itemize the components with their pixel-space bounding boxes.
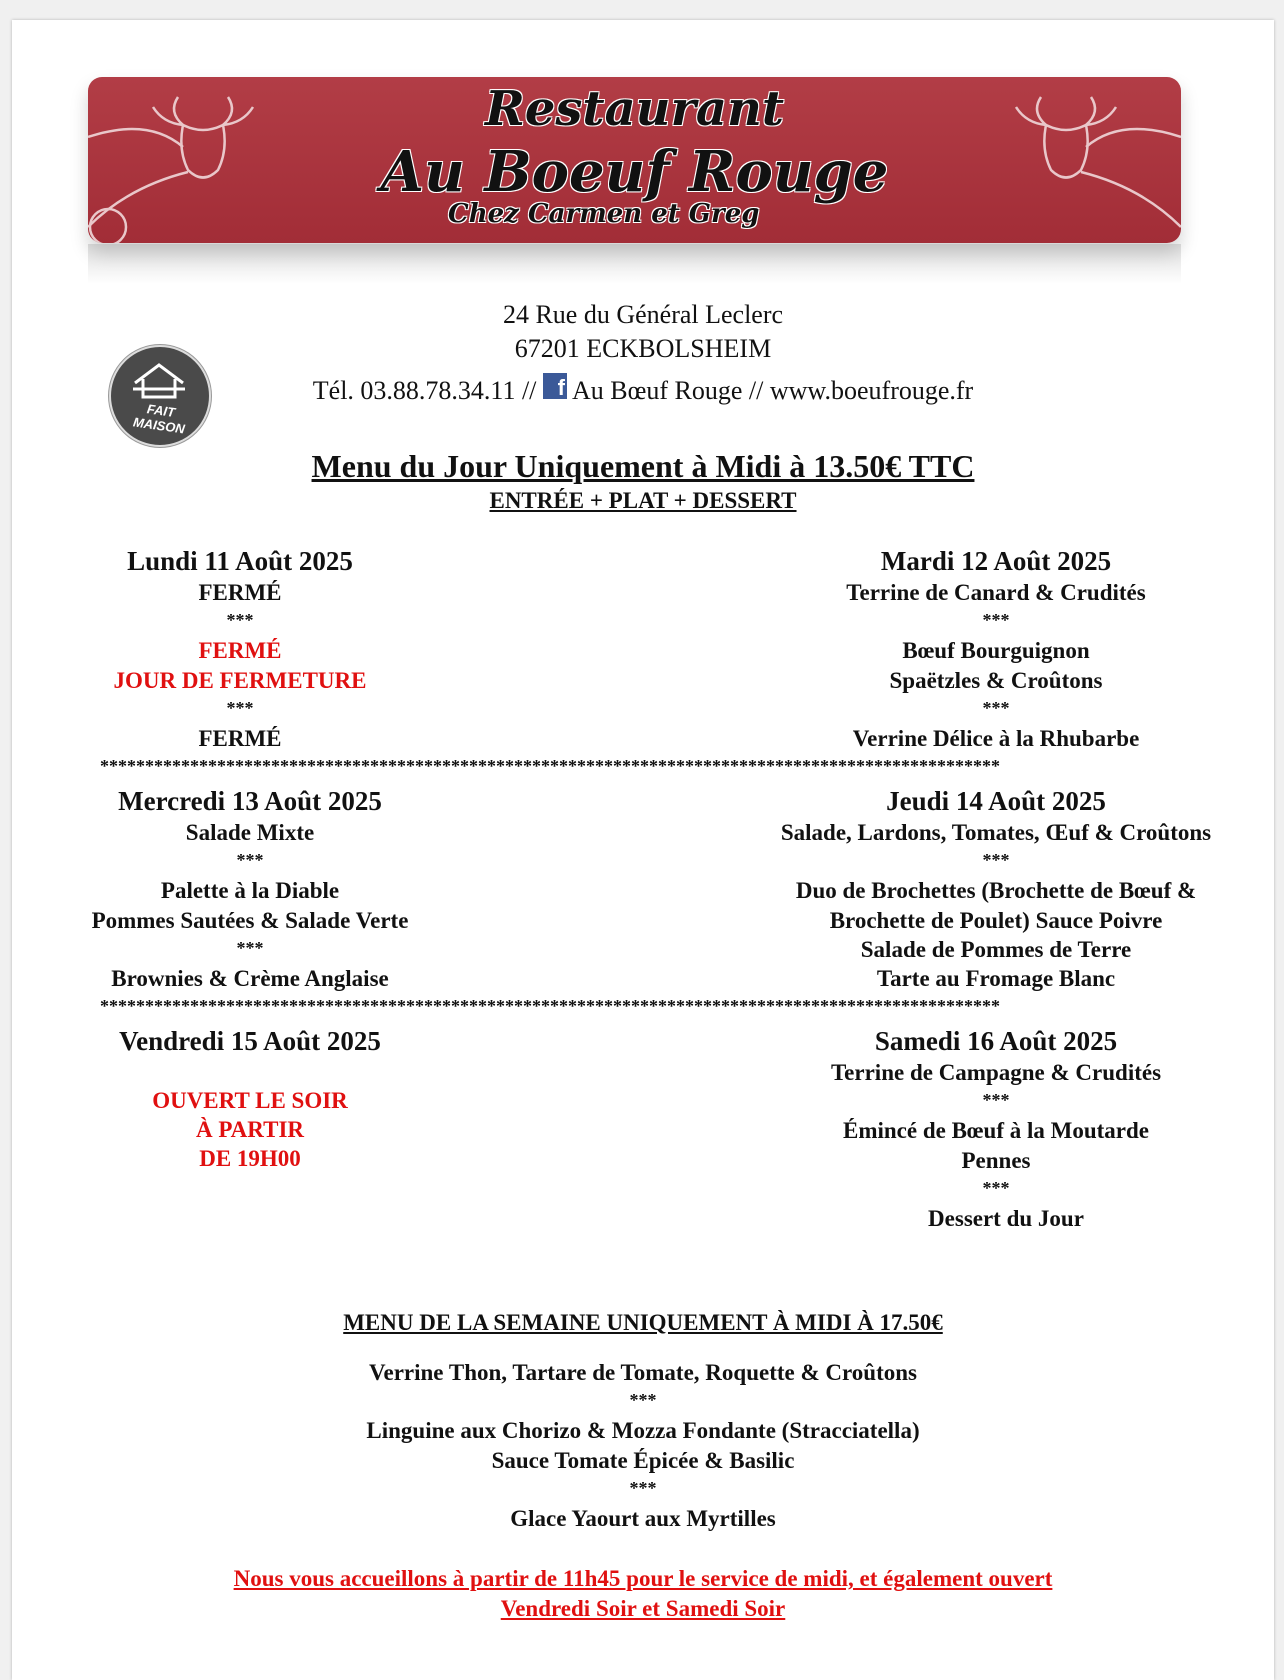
menu-semaine-line2: Linguine aux Chorizo & Mozza Fondante (Stracciatella) bbox=[366, 1418, 920, 1443]
day-vendredi-date: Vendredi 15 Août 2025 bbox=[119, 1026, 381, 1056]
day-mercredi-sep1: *** bbox=[236, 850, 264, 870]
phone-text: Tél. 03.88.78.34.11 // bbox=[312, 376, 537, 405]
day-jeudi-line5: Tarte au Fromage Blanc bbox=[876, 966, 1116, 991]
fait-maison-label: FAIT MAISON bbox=[132, 401, 186, 437]
day-samedi-line2: Émincé de Bœuf à la Moutarde bbox=[842, 1118, 1149, 1143]
day-mercredi-sep2: *** bbox=[236, 938, 264, 958]
menu-page bbox=[12, 20, 1274, 1680]
banner-title-name: Au Boeuf Rouge bbox=[380, 139, 889, 205]
day-samedi-line3: Pennes bbox=[961, 1148, 1031, 1173]
house-icon bbox=[129, 361, 189, 401]
day-lundi-sep1: *** bbox=[226, 610, 254, 630]
day-samedi-sep1: *** bbox=[982, 1090, 1010, 1110]
day-mercredi-line3: Pommes Sautées & Salade Verte bbox=[91, 908, 409, 933]
day-jeudi-date: Jeudi 14 Août 2025 bbox=[886, 786, 1106, 816]
menu-semaine-line4: Glace Yaourt aux Myrtilles bbox=[510, 1506, 776, 1531]
menu-semaine-title: MENU DE LA SEMAINE UNIQUEMENT À MIDI À 17.50€ bbox=[343, 1310, 943, 1335]
day-mardi-date: Mardi 12 Août 2025 bbox=[880, 546, 1112, 576]
address-city: 67201 ECKBOLSHEIM bbox=[514, 334, 772, 363]
day-mardi-sep2: *** bbox=[982, 698, 1010, 718]
day-vendredi-line1: OUVERT LE SOIR bbox=[152, 1088, 348, 1113]
day-samedi-sep2: *** bbox=[982, 1178, 1010, 1198]
day-jeudi-line4: Salade de Pommes de Terre bbox=[860, 937, 1132, 962]
day-samedi-date: Samedi 16 Août 2025 bbox=[874, 1026, 1118, 1056]
day-mercredi-line2: Palette à la Diable bbox=[160, 878, 340, 903]
banner-subtitle: Chez Carmen et Greg bbox=[448, 199, 760, 229]
day-lundi-line2: FERMÉ bbox=[198, 638, 282, 663]
day-lundi-line4: FERMÉ bbox=[198, 726, 282, 751]
notice-line2: Vendredi Soir et Samedi Soir bbox=[500, 1596, 786, 1621]
day-mardi-line4: Verrine Délice à la Rhubarbe bbox=[852, 726, 1140, 751]
fait-maison-badge bbox=[109, 345, 211, 447]
day-lundi-sep2: *** bbox=[226, 698, 254, 718]
day-jeudi-line3: Brochette de Poulet) Sauce Poivre bbox=[829, 908, 1163, 933]
day-mercredi-line1: Salade Mixte bbox=[185, 820, 315, 845]
notice-line1: Nous vous accueillons à partir de 11h45 pour le service de midi, et également ouvert bbox=[233, 1566, 1053, 1591]
day-mercredi-date: Mercredi 13 Août 2025 bbox=[118, 786, 382, 816]
day-mardi-sep1: *** bbox=[982, 610, 1010, 630]
day-lundi-date: Lundi 11 Août 2025 bbox=[127, 546, 353, 576]
day-mardi-line1: Terrine de Canard & Crudités bbox=[846, 580, 1146, 605]
menu-semaine-line1: Verrine Thon, Tartare de Tomate, Roquette & Croûtons bbox=[369, 1360, 917, 1385]
menu-semaine-sep1: *** bbox=[629, 1390, 657, 1410]
restaurant-banner bbox=[88, 77, 1181, 243]
day-vendredi-line2: À PARTIR bbox=[195, 1117, 304, 1142]
day-mardi-line3: Spaëtzles & Croûtons bbox=[889, 668, 1103, 693]
separator-line: **************************************************************************************************** bbox=[100, 756, 1000, 776]
menu-semaine-line3: Sauce Tomate Épicée & Basilic bbox=[491, 1448, 795, 1473]
day-jeudi-line2: Duo de Brochettes (Brochette de Bœuf & bbox=[795, 878, 1197, 903]
day-mercredi-line4: Brownies & Crème Anglaise bbox=[111, 966, 389, 991]
menu-du-jour-title: Menu du Jour Uniquement à Midi à 13.50€ TTC bbox=[311, 448, 975, 484]
day-samedi-line4: Dessert du Jour bbox=[928, 1206, 1084, 1231]
address-street: 24 Rue du Général Leclerc bbox=[502, 300, 784, 329]
day-vendredi-line3: DE 19H00 bbox=[199, 1146, 301, 1171]
day-jeudi-sep1: *** bbox=[982, 850, 1010, 870]
facebook-website-text: Au Bœuf Rouge // www.boeufrouge.fr bbox=[571, 376, 974, 405]
facebook-icon[interactable]: f bbox=[543, 373, 567, 399]
menu-du-jour-subtitle: ENTRÉE + PLAT + DESSERT bbox=[489, 488, 797, 513]
day-jeudi-line1: Salade, Lardons, Tomates, Œuf & Croûtons bbox=[780, 820, 1212, 845]
banner-reflection bbox=[88, 244, 1181, 284]
day-samedi-line1: Terrine de Campagne & Crudités bbox=[830, 1060, 1162, 1085]
menu-semaine-sep2: *** bbox=[629, 1478, 657, 1498]
day-lundi-line1: FERMÉ bbox=[198, 580, 282, 605]
banner-title-restaurant: Restaurant bbox=[484, 81, 785, 137]
day-mardi-line2: Bœuf Bourguignon bbox=[902, 638, 1090, 663]
separator-line: **************************************************************************************************** bbox=[100, 996, 1000, 1016]
day-lundi-line3: JOUR DE FERMETURE bbox=[113, 668, 367, 693]
